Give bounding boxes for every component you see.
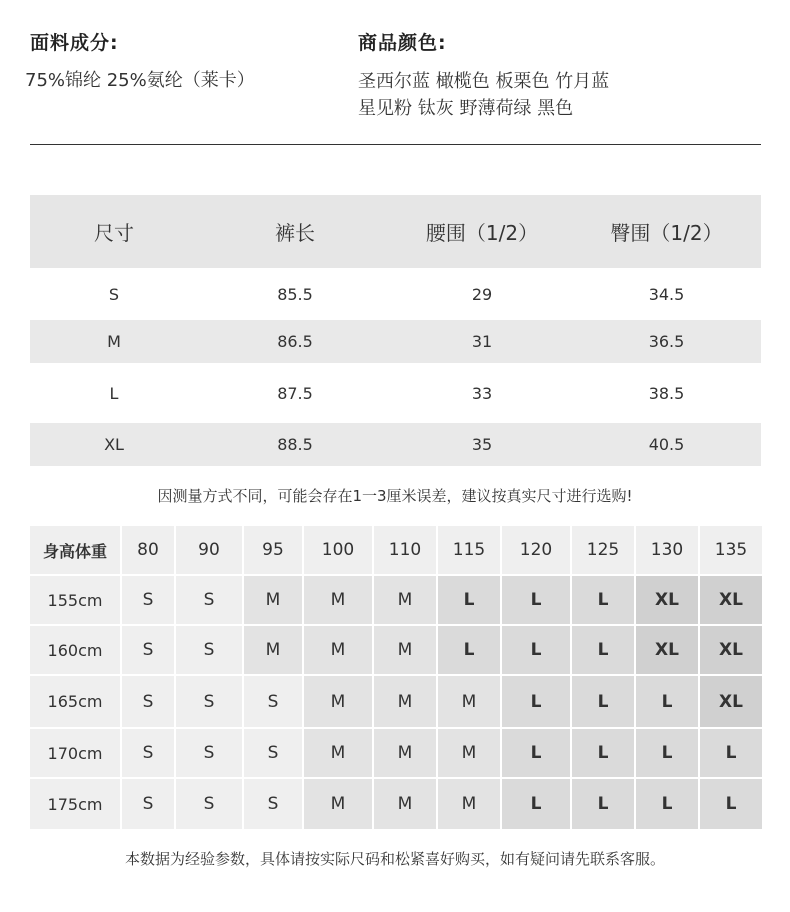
cell-length: 86.5 (198, 320, 392, 363)
size-cell: S (176, 626, 242, 674)
table-row (30, 779, 762, 829)
size-cell: M (374, 676, 436, 727)
weight-header-125: 125 (572, 526, 634, 574)
cell-waist: 31 (392, 320, 572, 363)
size-cell: S (176, 779, 242, 829)
size-cell: XL (700, 676, 762, 727)
size-cell: L (438, 576, 500, 624)
height-weight-table (28, 524, 764, 831)
weight-header-95: 95 (244, 526, 302, 574)
size-cell: L (572, 576, 634, 624)
fabric-title: 面料成分: (30, 32, 119, 54)
table-row (30, 320, 761, 363)
cell-hip: 36.5 (572, 320, 761, 363)
cell-hip: 40.5 (572, 423, 761, 466)
weight-header-110: 110 (374, 526, 436, 574)
header-length: 裤长 (198, 195, 392, 268)
size-cell: L (572, 779, 634, 829)
height-label: 155cm (30, 576, 120, 624)
size-cell: L (636, 676, 698, 727)
size-cell: S (176, 576, 242, 624)
measurement-note: 因测量方式不同，可能会存在1一3厘米误差，建议按真实尺寸进行选购! (157, 487, 633, 505)
size-cell: M (304, 729, 372, 777)
size-cell: L (502, 676, 570, 727)
size-cell: L (572, 729, 634, 777)
table-row (30, 268, 761, 320)
size-cell: S (244, 729, 302, 777)
size-cell: L (438, 626, 500, 674)
cell-size: M (30, 320, 198, 363)
height-label: 160cm (30, 626, 120, 674)
table-row (30, 676, 762, 727)
size-cell: S (122, 626, 174, 674)
table-row (30, 363, 761, 423)
size-cell: L (502, 576, 570, 624)
cell-size: XL (30, 423, 198, 466)
size-cell: L (636, 729, 698, 777)
size-cell: M (438, 676, 500, 727)
divider (30, 144, 761, 145)
size-cell: L (502, 626, 570, 674)
weight-header-90: 90 (176, 526, 242, 574)
size-cell: S (176, 729, 242, 777)
size-cell: L (636, 779, 698, 829)
height-label: 170cm (30, 729, 120, 777)
size-cell: S (176, 676, 242, 727)
size-cell: M (304, 626, 372, 674)
size-cell: M (438, 779, 500, 829)
fabric-value: 75%锦纶 25%氨纶（莱卡） (25, 70, 255, 91)
size-cell: XL (636, 626, 698, 674)
colors-title: 商品颜色: (358, 32, 447, 54)
size-cell: S (244, 676, 302, 727)
size-cell: L (502, 779, 570, 829)
cell-hip: 38.5 (572, 363, 761, 423)
size-cell: M (374, 576, 436, 624)
weight-header-100: 100 (304, 526, 372, 574)
size-cell: L (700, 779, 762, 829)
size-cell: S (122, 676, 174, 727)
size-cell: M (244, 576, 302, 624)
size-cell: M (438, 729, 500, 777)
height-weight-header (30, 526, 762, 574)
colors-line-2: 星见粉 钛灰 野薄荷绿 黑色 (358, 98, 574, 119)
height-label: 165cm (30, 676, 120, 727)
height-label: 175cm (30, 779, 120, 829)
cell-length: 87.5 (198, 363, 392, 423)
cell-size: L (30, 363, 198, 423)
cell-size: S (30, 268, 198, 320)
size-cell: M (244, 626, 302, 674)
size-cell: M (304, 676, 372, 727)
colors-line-1: 圣西尔蓝 橄榄色 板栗色 竹月蓝 (358, 71, 610, 92)
header-waist: 腰围（1/2） (392, 195, 572, 268)
size-cell: L (572, 676, 634, 727)
size-cell: XL (636, 576, 698, 624)
cell-waist: 35 (392, 423, 572, 466)
size-cell: S (122, 729, 174, 777)
cell-length: 88.5 (198, 423, 392, 466)
cell-waist: 29 (392, 268, 572, 320)
cell-hip: 34.5 (572, 268, 761, 320)
size-cell: M (374, 779, 436, 829)
size-cell: M (374, 729, 436, 777)
size-cell: L (572, 626, 634, 674)
size-table (30, 195, 761, 466)
weight-header-80: 80 (122, 526, 174, 574)
size-cell: M (374, 626, 436, 674)
weight-header-120: 120 (502, 526, 570, 574)
disclaimer-note: 本数据为经验参数，具体请按实际尺码和松紧喜好购买，如有疑问请先联系客服。 (124, 850, 665, 868)
weight-header-115: 115 (438, 526, 500, 574)
cell-waist: 33 (392, 363, 572, 423)
size-cell: L (700, 729, 762, 777)
size-cell: L (502, 729, 570, 777)
size-cell: M (304, 576, 372, 624)
size-cell: XL (700, 576, 762, 624)
table-row (30, 423, 761, 466)
header-size: 尺寸 (30, 195, 198, 268)
header-hip: 臀围（1/2） (572, 195, 761, 268)
table-row (30, 626, 762, 674)
size-cell: S (122, 576, 174, 624)
size-cell: M (304, 779, 372, 829)
size-cell: XL (700, 626, 762, 674)
cell-length: 85.5 (198, 268, 392, 320)
size-cell: S (244, 779, 302, 829)
weight-header-130: 130 (636, 526, 698, 574)
weight-header-135: 135 (700, 526, 762, 574)
size-cell: S (122, 779, 174, 829)
table-row (30, 576, 762, 624)
table-row (30, 729, 762, 777)
size-table-header (30, 195, 761, 268)
corner-label: 身高体重 (30, 526, 120, 574)
